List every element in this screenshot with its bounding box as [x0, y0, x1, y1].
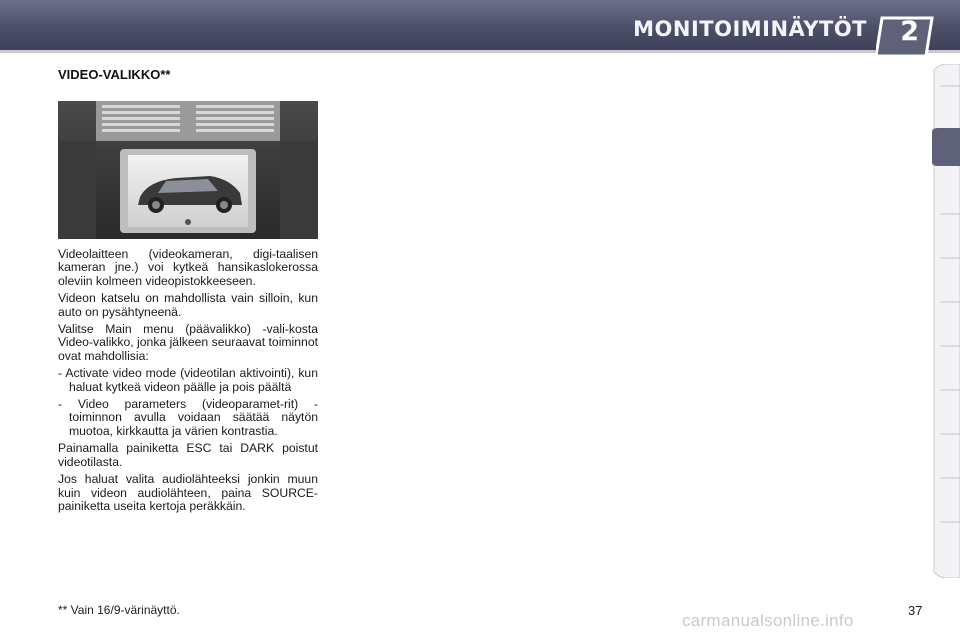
section-title: VIDEO-VALIKKO**: [58, 67, 171, 82]
chapter-number: 2: [900, 16, 919, 47]
car-display-photo-icon: [58, 101, 318, 239]
chapter-tabs-icon: [926, 64, 960, 578]
bullet-item: - Activate video mode (videotilan aktivointi), kun haluat kytkeä videon päälle ja pois päältä: [58, 366, 318, 394]
page-number: 37: [908, 603, 923, 618]
bullet-item: - Video parameters (videoparamet-rit) -toiminnon avulla voidaan säätää näytön muotoa, kirkkautta ja värien kontrastia.: [58, 397, 318, 438]
paragraph: Videon katselu on mahdollista vain silloin, kun auto on pysähtyneenä.: [58, 291, 318, 319]
footnote: ** Vain 16/9-värinäyttö.: [58, 603, 180, 617]
paragraph: Videolaitteen (videokameran, digi-taalisen kameran jne.) voi kytkeä hansikaslokerossa oleviin kolmeen videopistokkeeseen.: [58, 247, 318, 288]
paragraph: Painamalla painiketta ESC tai DARK poistut videotilasta.: [58, 441, 318, 469]
header-bar: [0, 0, 960, 53]
chapter-title: MONITOIMINÄYTÖT: [633, 17, 867, 41]
watermark: carmanualsonline.info: [682, 611, 854, 630]
paragraph: Valitse Main menu (päävalikko) -vali-kosta Video-valikko, jonka jälkeen seuraavat toiminnot ovat mahdollisia:: [58, 322, 318, 363]
body-text: [58, 248, 318, 517]
paragraph: Jos haluat valita audiolähteeksi jonkin muun kuin videon audiolähteen, paina SOURCE-painiketta useita kertoja peräkkäin.: [58, 472, 318, 513]
